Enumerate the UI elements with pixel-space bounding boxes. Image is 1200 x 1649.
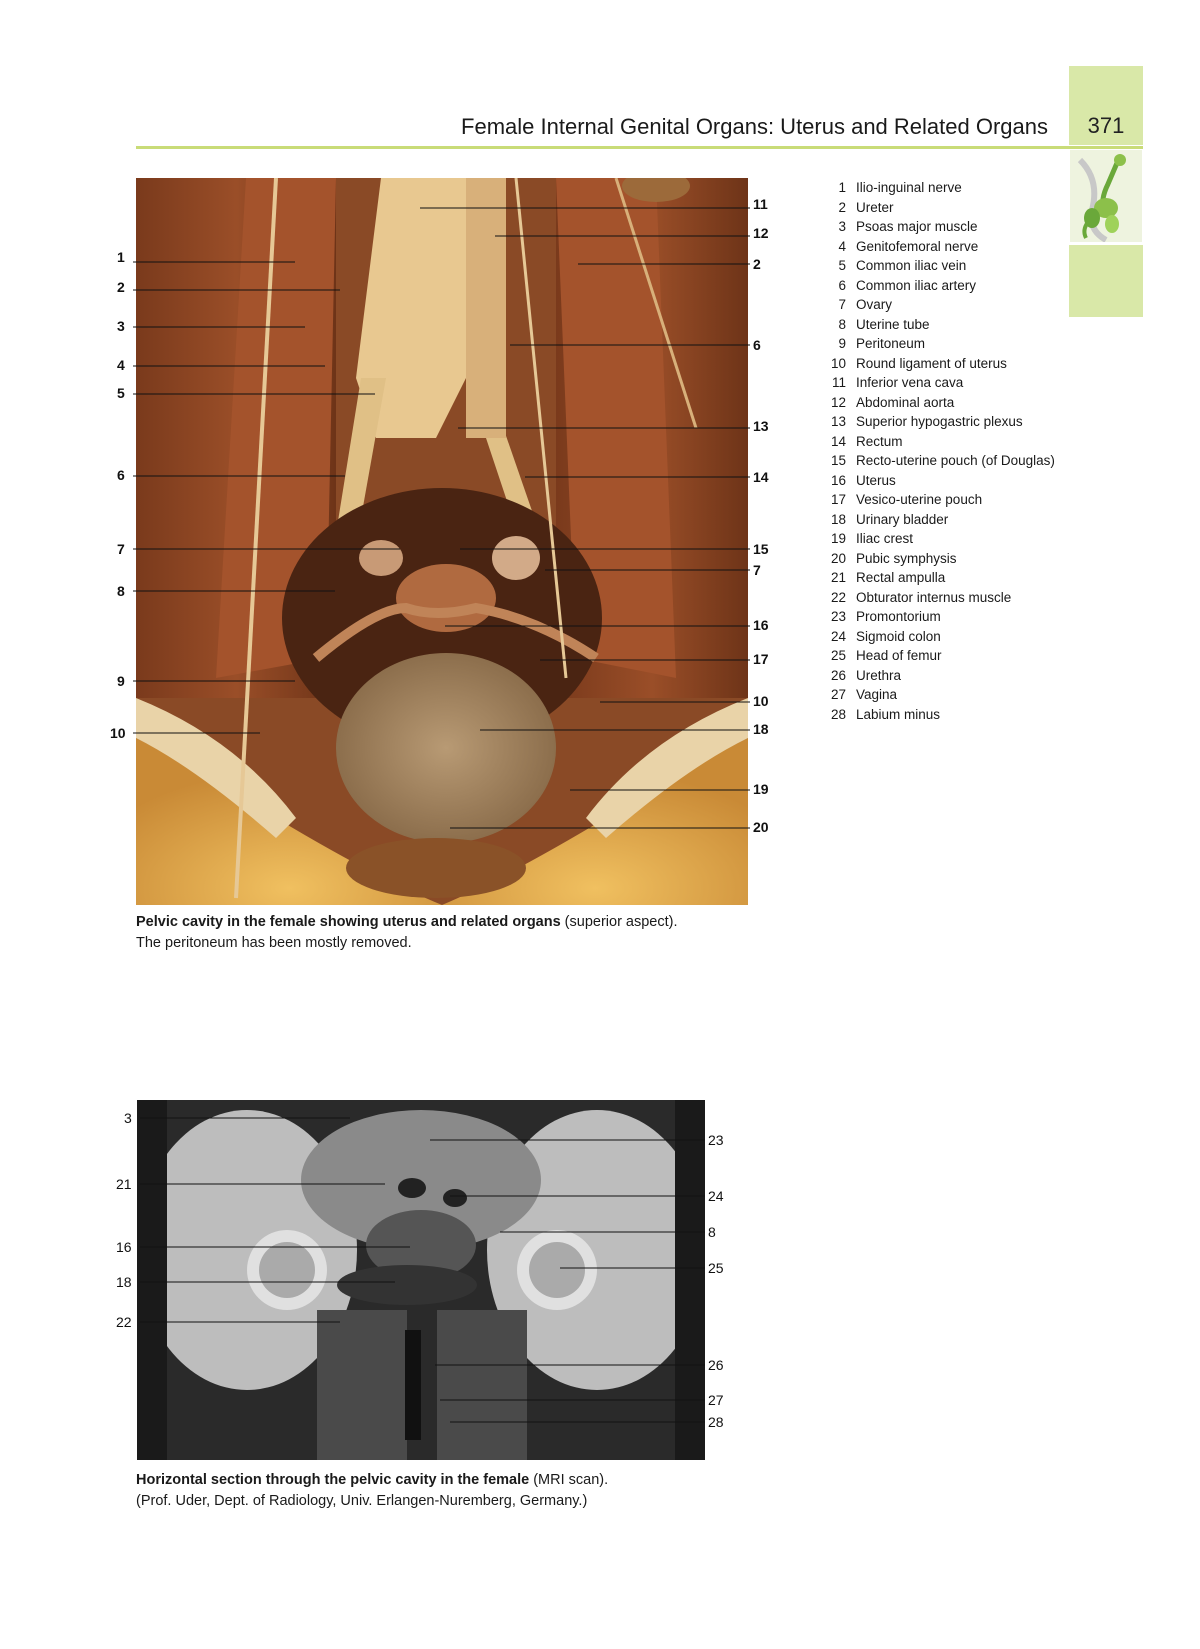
legend-item (826, 276, 1066, 296)
legend-item-text: Pubic symphysis (856, 550, 957, 566)
fig1-label: 5 (117, 385, 125, 401)
legend-item-text: Abdominal aorta (856, 394, 955, 410)
legend-item-number: 2 (838, 199, 846, 215)
legend-item (826, 412, 1066, 432)
legend-item-number: 6 (838, 277, 846, 293)
fig1-label: 2 (753, 256, 761, 272)
legend-item-text: Vesico-uterine pouch (856, 492, 983, 507)
fig2-label: 16 (116, 1239, 132, 1255)
legend-item-text: Ilio-inguinal nerve (856, 180, 962, 195)
fig1-label: 4 (117, 357, 125, 373)
legend-item (826, 256, 1066, 276)
figure2-caption-title: Horizontal section through the pelvic cavity in the female (136, 1472, 530, 1488)
fig1-label: 3 (117, 318, 125, 334)
legend-item-number: 25 (830, 648, 846, 663)
legend-item-number: 26 (830, 667, 846, 683)
figure2-caption-method: (MRI scan). (529, 1472, 609, 1488)
fig1-label: 1 (117, 249, 125, 265)
figure1-caption (136, 912, 678, 954)
legend-item (826, 588, 1066, 608)
fig2-label: 23 (708, 1132, 724, 1148)
legend-item (826, 295, 1066, 315)
legend-item-number: 4 (838, 238, 846, 254)
legend-item-text: Vagina (856, 687, 898, 702)
legend-item-number: 8 (838, 316, 846, 332)
legend-item-text: Common iliac artery (856, 277, 977, 293)
mri-scan (137, 1100, 705, 1460)
legend-item-text: Urinary bladder (856, 511, 949, 527)
legend-item-text: Superior hypogastric plexus (856, 414, 1023, 429)
legend-item-number: 15 (830, 453, 846, 468)
legend-item-text: Head of femur (856, 648, 942, 663)
legend-item (826, 471, 1066, 491)
fig1-label: 7 (753, 562, 761, 578)
figure1-caption-note: The peritoneum has been mostly removed. (136, 935, 412, 951)
fig1-label: 14 (753, 469, 769, 485)
legend-item-number: 9 (838, 336, 846, 351)
fig1-label: 8 (117, 583, 125, 599)
fig2-label: 3 (124, 1110, 132, 1126)
legend-item (826, 451, 1066, 471)
fig1-label: 16 (753, 617, 769, 633)
legend-item-number: 12 (830, 394, 846, 410)
legend-item (826, 178, 1066, 198)
fig1-label: 15 (753, 541, 769, 557)
fig2-label: 8 (708, 1224, 716, 1240)
legend-item-text: Rectal ampulla (856, 570, 946, 585)
legend-item-text: Labium minus (856, 706, 941, 722)
legend-item (826, 510, 1066, 530)
legend-item-text: Inferior vena cava (856, 375, 964, 390)
legend-item-text: Ureter (856, 199, 894, 215)
legend-item (826, 666, 1066, 686)
pelvis-thumbnail-icon (1070, 150, 1142, 242)
legend-item-number: 13 (830, 414, 846, 429)
fig1-label: 13 (753, 418, 769, 434)
legend-item (826, 334, 1066, 354)
fig1-label: 9 (117, 673, 125, 689)
legend-item-number: 24 (830, 628, 846, 644)
legend-item (826, 549, 1066, 569)
legend-list (826, 178, 1066, 724)
legend-item-number: 17 (830, 492, 846, 507)
legend-item-text: Genitofemoral nerve (856, 238, 979, 254)
fig2-label: 18 (116, 1274, 132, 1290)
page-number: 371 (1087, 113, 1125, 138)
legend-item (826, 685, 1066, 705)
legend-item-number: 1 (838, 180, 846, 195)
fig1-label: 12 (753, 225, 769, 241)
legend-item-number: 3 (838, 219, 846, 234)
fig1-label: 11 (753, 196, 768, 212)
legend-item-text: Obturator internus muscle (856, 589, 1012, 605)
legend-item-number: 5 (838, 258, 846, 273)
fig1-label: 10 (753, 693, 769, 709)
legend-item-text: Ovary (856, 297, 893, 312)
fig1-label: 6 (117, 467, 125, 483)
legend-item (826, 315, 1066, 335)
legend-item-text: Peritoneum (856, 336, 926, 351)
legend-item (826, 217, 1066, 237)
legend-item (826, 393, 1066, 413)
figure1-caption-title: Pelvic cavity in the female showing uterus and related organs (136, 914, 561, 930)
legend-item-text: Common iliac vein (856, 258, 967, 273)
legend-item-number: 11 (831, 375, 846, 390)
legend-item (826, 607, 1066, 627)
dissection-photo (136, 178, 748, 905)
legend-item (826, 705, 1066, 725)
legend-item-number: 18 (830, 511, 846, 527)
legend-item (826, 432, 1066, 452)
legend-item-text: Rectum (856, 433, 903, 449)
legend-item-number: 20 (830, 550, 846, 566)
legend-item-number: 21 (830, 570, 846, 585)
legend-item (826, 568, 1066, 588)
fig1-label: 6 (753, 337, 761, 353)
fig1-label: 20 (753, 819, 769, 835)
legend-item (826, 627, 1066, 647)
legend-item (826, 354, 1066, 374)
legend-item-number: 23 (830, 609, 846, 624)
legend-item (826, 237, 1066, 257)
fig2-label: 22 (116, 1314, 132, 1330)
figure1-caption-aspect: (superior aspect). (560, 914, 678, 930)
legend-item-text: Uterine tube (856, 316, 930, 332)
fig1-label: 19 (753, 781, 769, 797)
fig2-label: 27 (708, 1392, 724, 1408)
fig1-label: 2 (117, 279, 125, 295)
fig1-label: 18 (753, 721, 769, 737)
legend-item-text: Round ligament of uterus (856, 355, 1007, 371)
fig1-label: 17 (753, 651, 769, 667)
legend-item (826, 529, 1066, 549)
fig1-label: 7 (117, 541, 125, 557)
legend-item-number: 28 (830, 706, 846, 722)
legend-item-number: 14 (830, 433, 846, 449)
legend-item-text: Uterus (856, 472, 896, 488)
legend-item-text: Sigmoid colon (856, 628, 941, 644)
legend-item-number: 7 (838, 297, 846, 312)
legend-item-text: Recto-uterine pouch (of Douglas) (856, 453, 1055, 468)
fig2-label: 21 (116, 1176, 132, 1192)
fig2-label: 28 (708, 1414, 724, 1430)
legend-item-text: Iliac crest (856, 531, 914, 546)
fig2-label: 25 (708, 1260, 724, 1276)
legend-item-number: 10 (830, 355, 846, 371)
figure2-caption-credit: (Prof. Uder, Dept. of Radiology, Univ. Erlangen-Nuremberg, Germany.) (136, 1493, 588, 1509)
legend-item-number: 22 (830, 589, 846, 605)
legend-item (826, 490, 1066, 510)
fig1-label: 10 (110, 725, 126, 741)
legend-item-number: 16 (830, 472, 846, 488)
legend-item (826, 646, 1066, 666)
fig2-label: 24 (708, 1188, 724, 1204)
page-tab-bottom (1069, 245, 1143, 317)
legend-item-text: Promontorium (856, 609, 941, 624)
figure2-caption (136, 1470, 608, 1512)
legend-item-text: Urethra (856, 667, 902, 683)
fig2-label: 26 (708, 1357, 724, 1373)
page-title: Female Internal Genital Organs: Uterus and Related Organs (461, 114, 1048, 139)
legend-item (826, 373, 1066, 393)
legend-item-text: Psoas major muscle (856, 219, 978, 234)
legend-item-number: 27 (830, 687, 846, 702)
header-rule (136, 146, 1143, 149)
legend-item-number: 19 (830, 531, 846, 546)
legend-item (826, 198, 1066, 218)
